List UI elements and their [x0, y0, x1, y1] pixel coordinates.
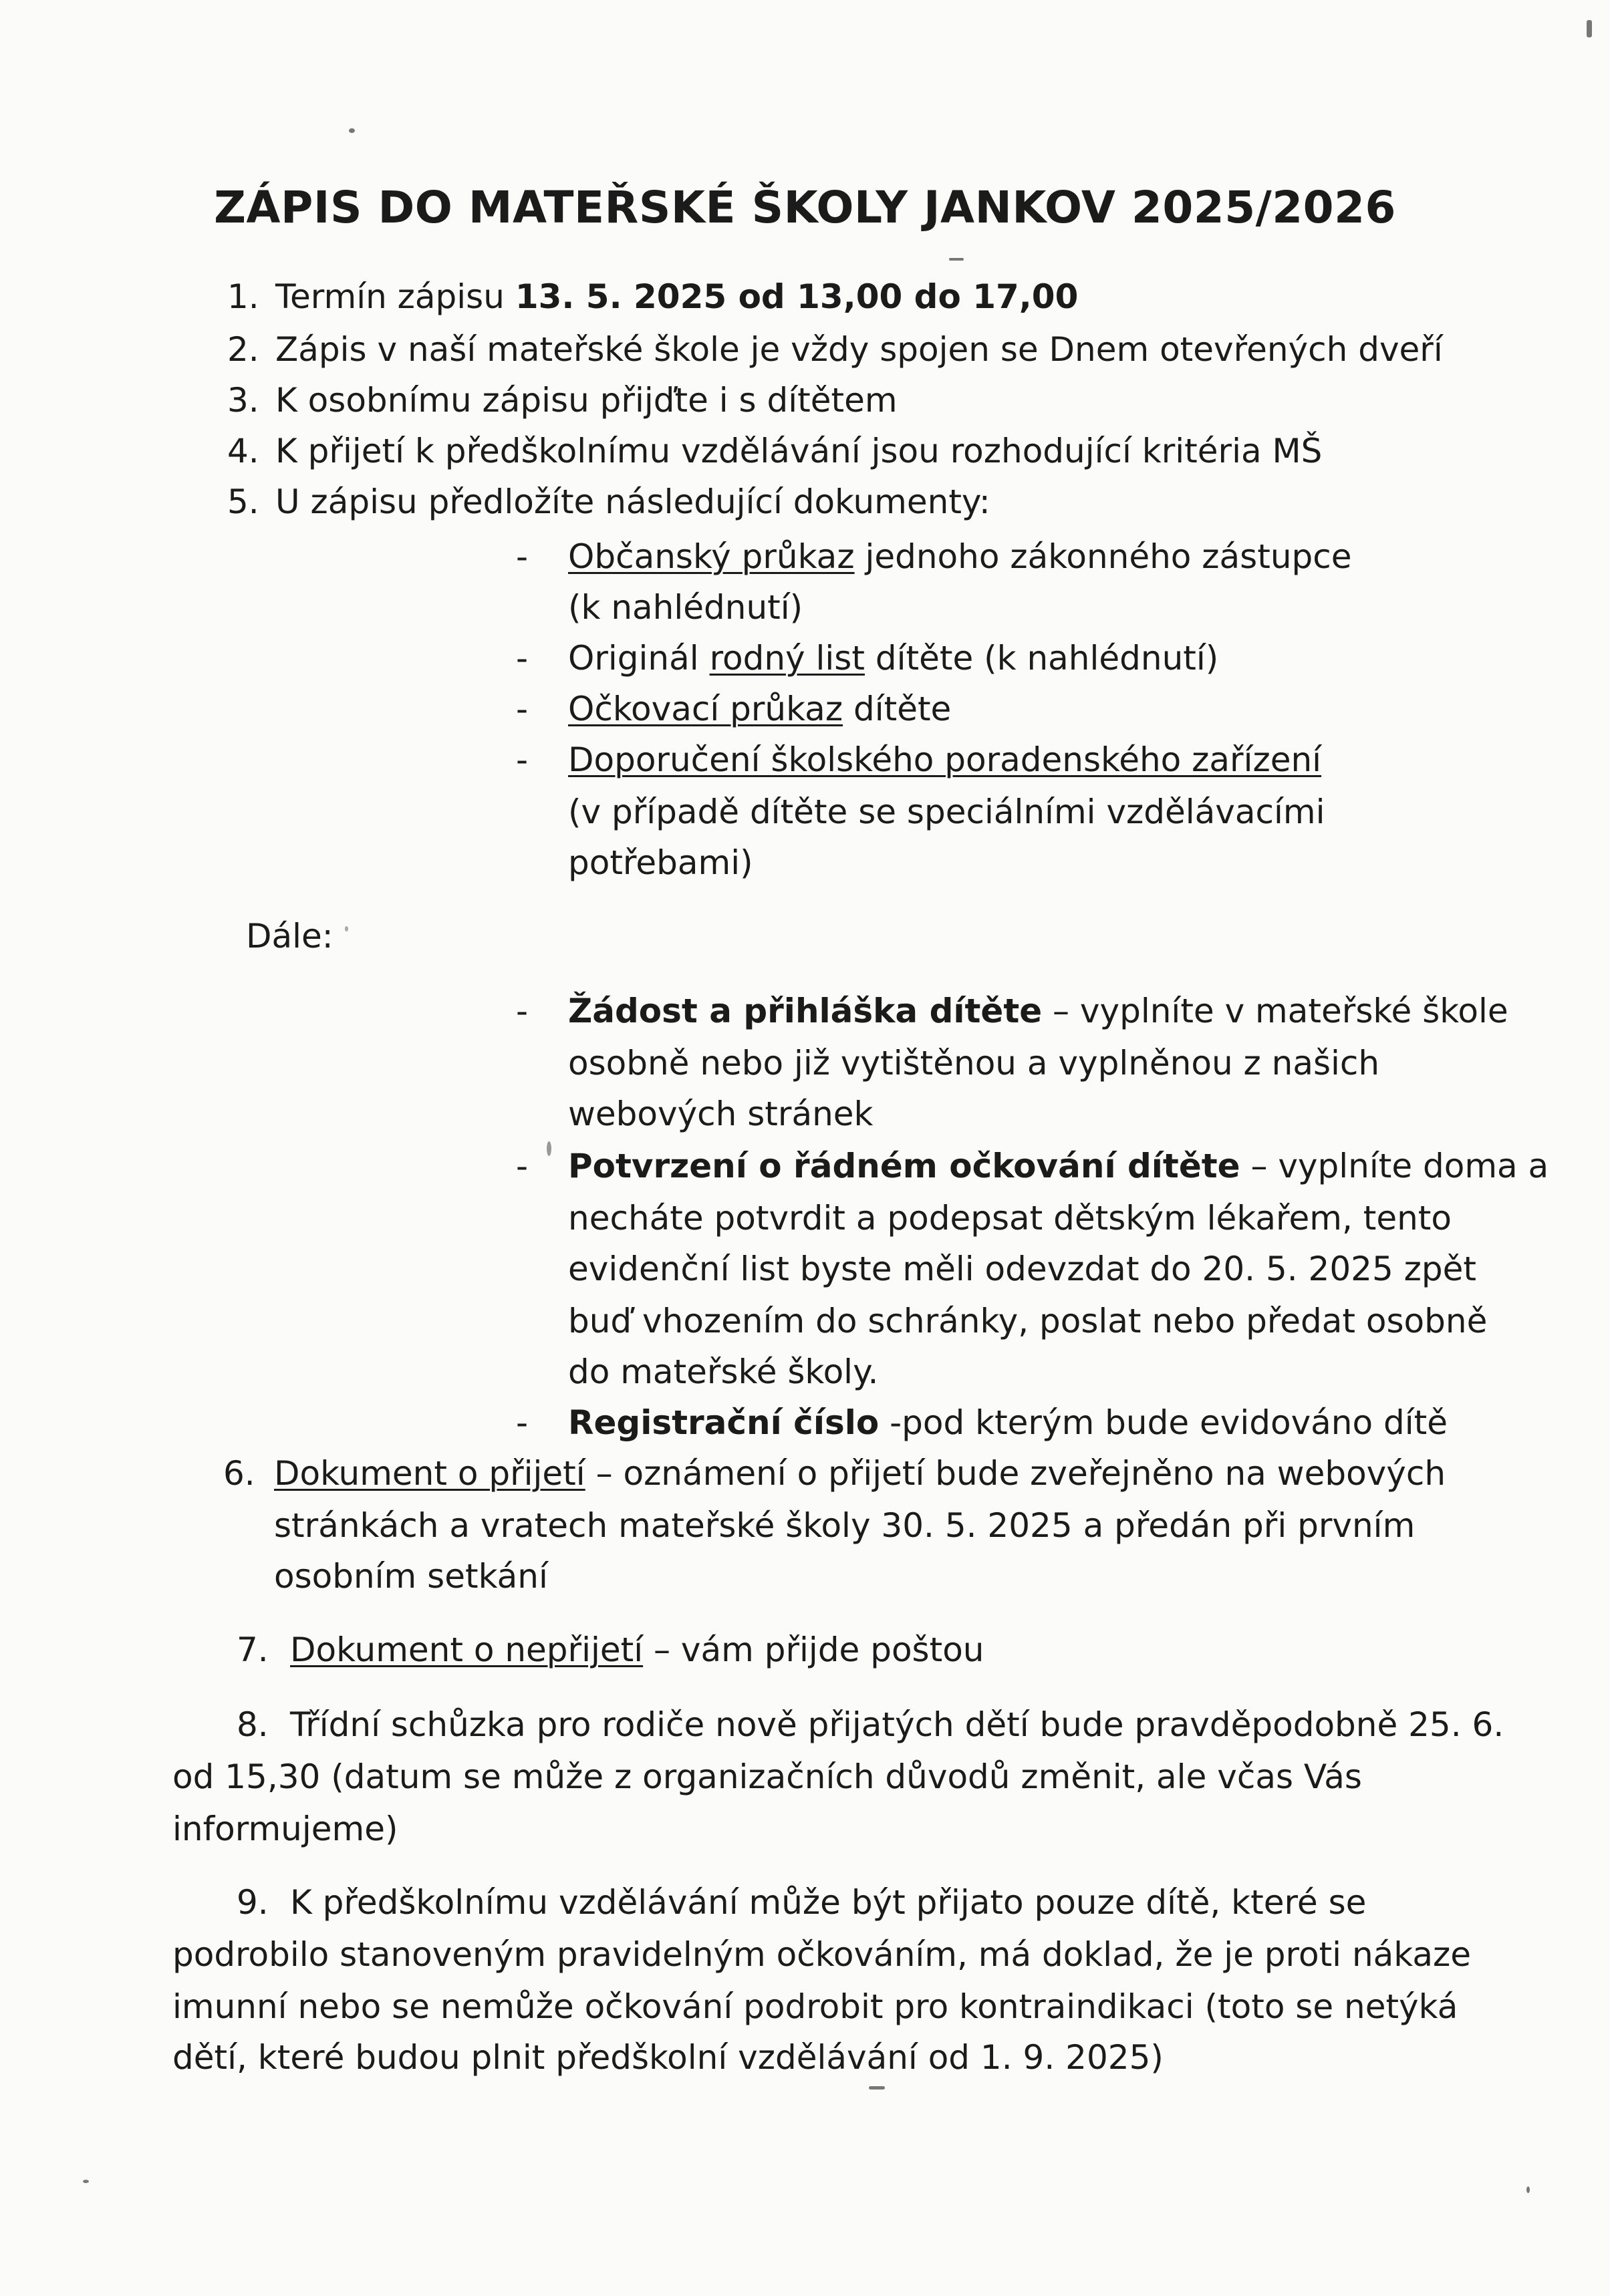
- item-number: 1.: [227, 277, 259, 316]
- item-number: 4.: [227, 432, 259, 470]
- item-number: 6.: [223, 1454, 255, 1493]
- further-application: Žádost a přihláška dítěte – vyplníte v mateřské škole: [568, 992, 1508, 1030]
- further-vaccination-note: buď vhozením do schránky, poslat nebo předat osobně: [568, 1302, 1488, 1340]
- further-application-note: webových stránek: [568, 1095, 874, 1133]
- scan-speck: [345, 926, 348, 931]
- item-number: 2.: [227, 330, 259, 369]
- doc-vaccination-card: Očkovací průkaz dítěte: [568, 690, 952, 728]
- item-number: 8.: [237, 1705, 269, 1744]
- item-2-text: Zápis v naší mateřské škole je vždy spojen se Dnem otevřených dveří: [275, 330, 1443, 369]
- item-9-cont: dětí, které budou plnit předškolní vzdělávání od 1. 9. 2025): [172, 2038, 1164, 2077]
- list-dash: -: [516, 639, 529, 678]
- scan-speck: [349, 128, 355, 133]
- scan-speck: [547, 1141, 551, 1156]
- item-8-text: Třídní schůzka pro rodiče nově přijatých dětí bude pravděpodobně 25. 6.: [290, 1705, 1504, 1744]
- doc-counselling-note: (v případě dítěte se speciálními vzdělávacími: [568, 793, 1325, 831]
- item-9-text: K předškolnímu vzdělávání může být přijato pouze dítě, které se: [290, 1883, 1367, 1922]
- item-7-text: Dokument o nepřijetí – vám přijde poštou: [290, 1630, 984, 1669]
- doc-counselling-recommendation: Doporučení školského poradenského zařízení: [568, 740, 1322, 779]
- list-dash: -: [516, 992, 529, 1030]
- item-number: 5.: [227, 482, 259, 521]
- item-number: 3.: [227, 381, 259, 420]
- further-vaccination-note: necháte potvrdit a podepsat dětským lékařem, tento: [568, 1199, 1452, 1238]
- item-9-cont: imunní nebo se nemůže očkování podrobit pro kontraindikaci (toto se netýká: [172, 1987, 1458, 2026]
- scan-speck: [1587, 20, 1592, 37]
- page-title: ZÁPIS DO MATEŘSKÉ ŠKOLY JANKOV 2025/2026: [214, 182, 1396, 233]
- list-dash: -: [516, 537, 529, 576]
- list-dash: -: [516, 1147, 529, 1185]
- doc-birth-certificate: Originál rodný list dítěte (k nahlédnutí): [568, 639, 1219, 678]
- scan-speck: [949, 258, 964, 261]
- item-4-text: K přijetí k předškolnímu vzdělávání jsou rozhodující kritéria MŠ: [275, 432, 1323, 470]
- item-5-text: U zápisu předložíte následující dokumenty:: [275, 482, 990, 521]
- further-registration-number: Registrační číslo -pod kterým bude evidováno dítě: [568, 1403, 1448, 1442]
- further-vaccination-note: do mateřské školy.: [568, 1352, 879, 1391]
- item-8-cont: informujeme): [172, 1810, 398, 1848]
- item-1-date: 13. 5. 2025 od 13,00 do 17,00: [515, 277, 1079, 316]
- scan-speck: [83, 2180, 89, 2183]
- doc-id-card: Občanský průkaz jednoho zákonného zástupce: [568, 537, 1352, 576]
- list-dash: -: [516, 740, 529, 779]
- scan-speck: [1526, 2186, 1530, 2193]
- doc-id-card-note: (k nahlédnutí): [568, 588, 803, 627]
- item-8-cont: od 15,30 (datum se může z organizačních důvodů změnit, ale včas Vás: [172, 1757, 1362, 1796]
- scan-speck: [869, 2086, 885, 2090]
- further-label: Dále:: [246, 917, 333, 956]
- item-6-cont: stránkách a vratech mateřské školy 30. 5. 2025 a předán při prvním: [274, 1506, 1416, 1545]
- further-application-note: osobně nebo již vytištěnou a vyplněnou z našich: [568, 1044, 1380, 1083]
- further-vaccination-confirmation: Potvrzení o řádném očkování dítěte – vyplníte doma a: [568, 1147, 1549, 1185]
- list-dash: -: [516, 1403, 529, 1442]
- item-number: 9.: [237, 1883, 269, 1922]
- doc-counselling-note: potřebami): [568, 843, 753, 882]
- list-dash: -: [516, 690, 529, 728]
- item-1-text: Termín zápisu 13. 5. 2025 od 13,00 do 17,00: [275, 277, 1079, 316]
- item-6-cont: osobním setkání: [274, 1557, 548, 1596]
- item-6-text: Dokument o přijetí – oznámení o přijetí bude zveřejněno na webových: [274, 1454, 1446, 1493]
- item-3-text: K osobnímu zápisu přijďte i s dítětem: [275, 381, 898, 420]
- further-vaccination-note: evidenční list byste měli odevzdat do 20. 5. 2025 zpět: [568, 1250, 1477, 1288]
- item-number: 7.: [237, 1630, 269, 1669]
- item-9-cont: podrobilo stanoveným pravidelným očkováním, má doklad, že je proti nákaze: [172, 1935, 1472, 1974]
